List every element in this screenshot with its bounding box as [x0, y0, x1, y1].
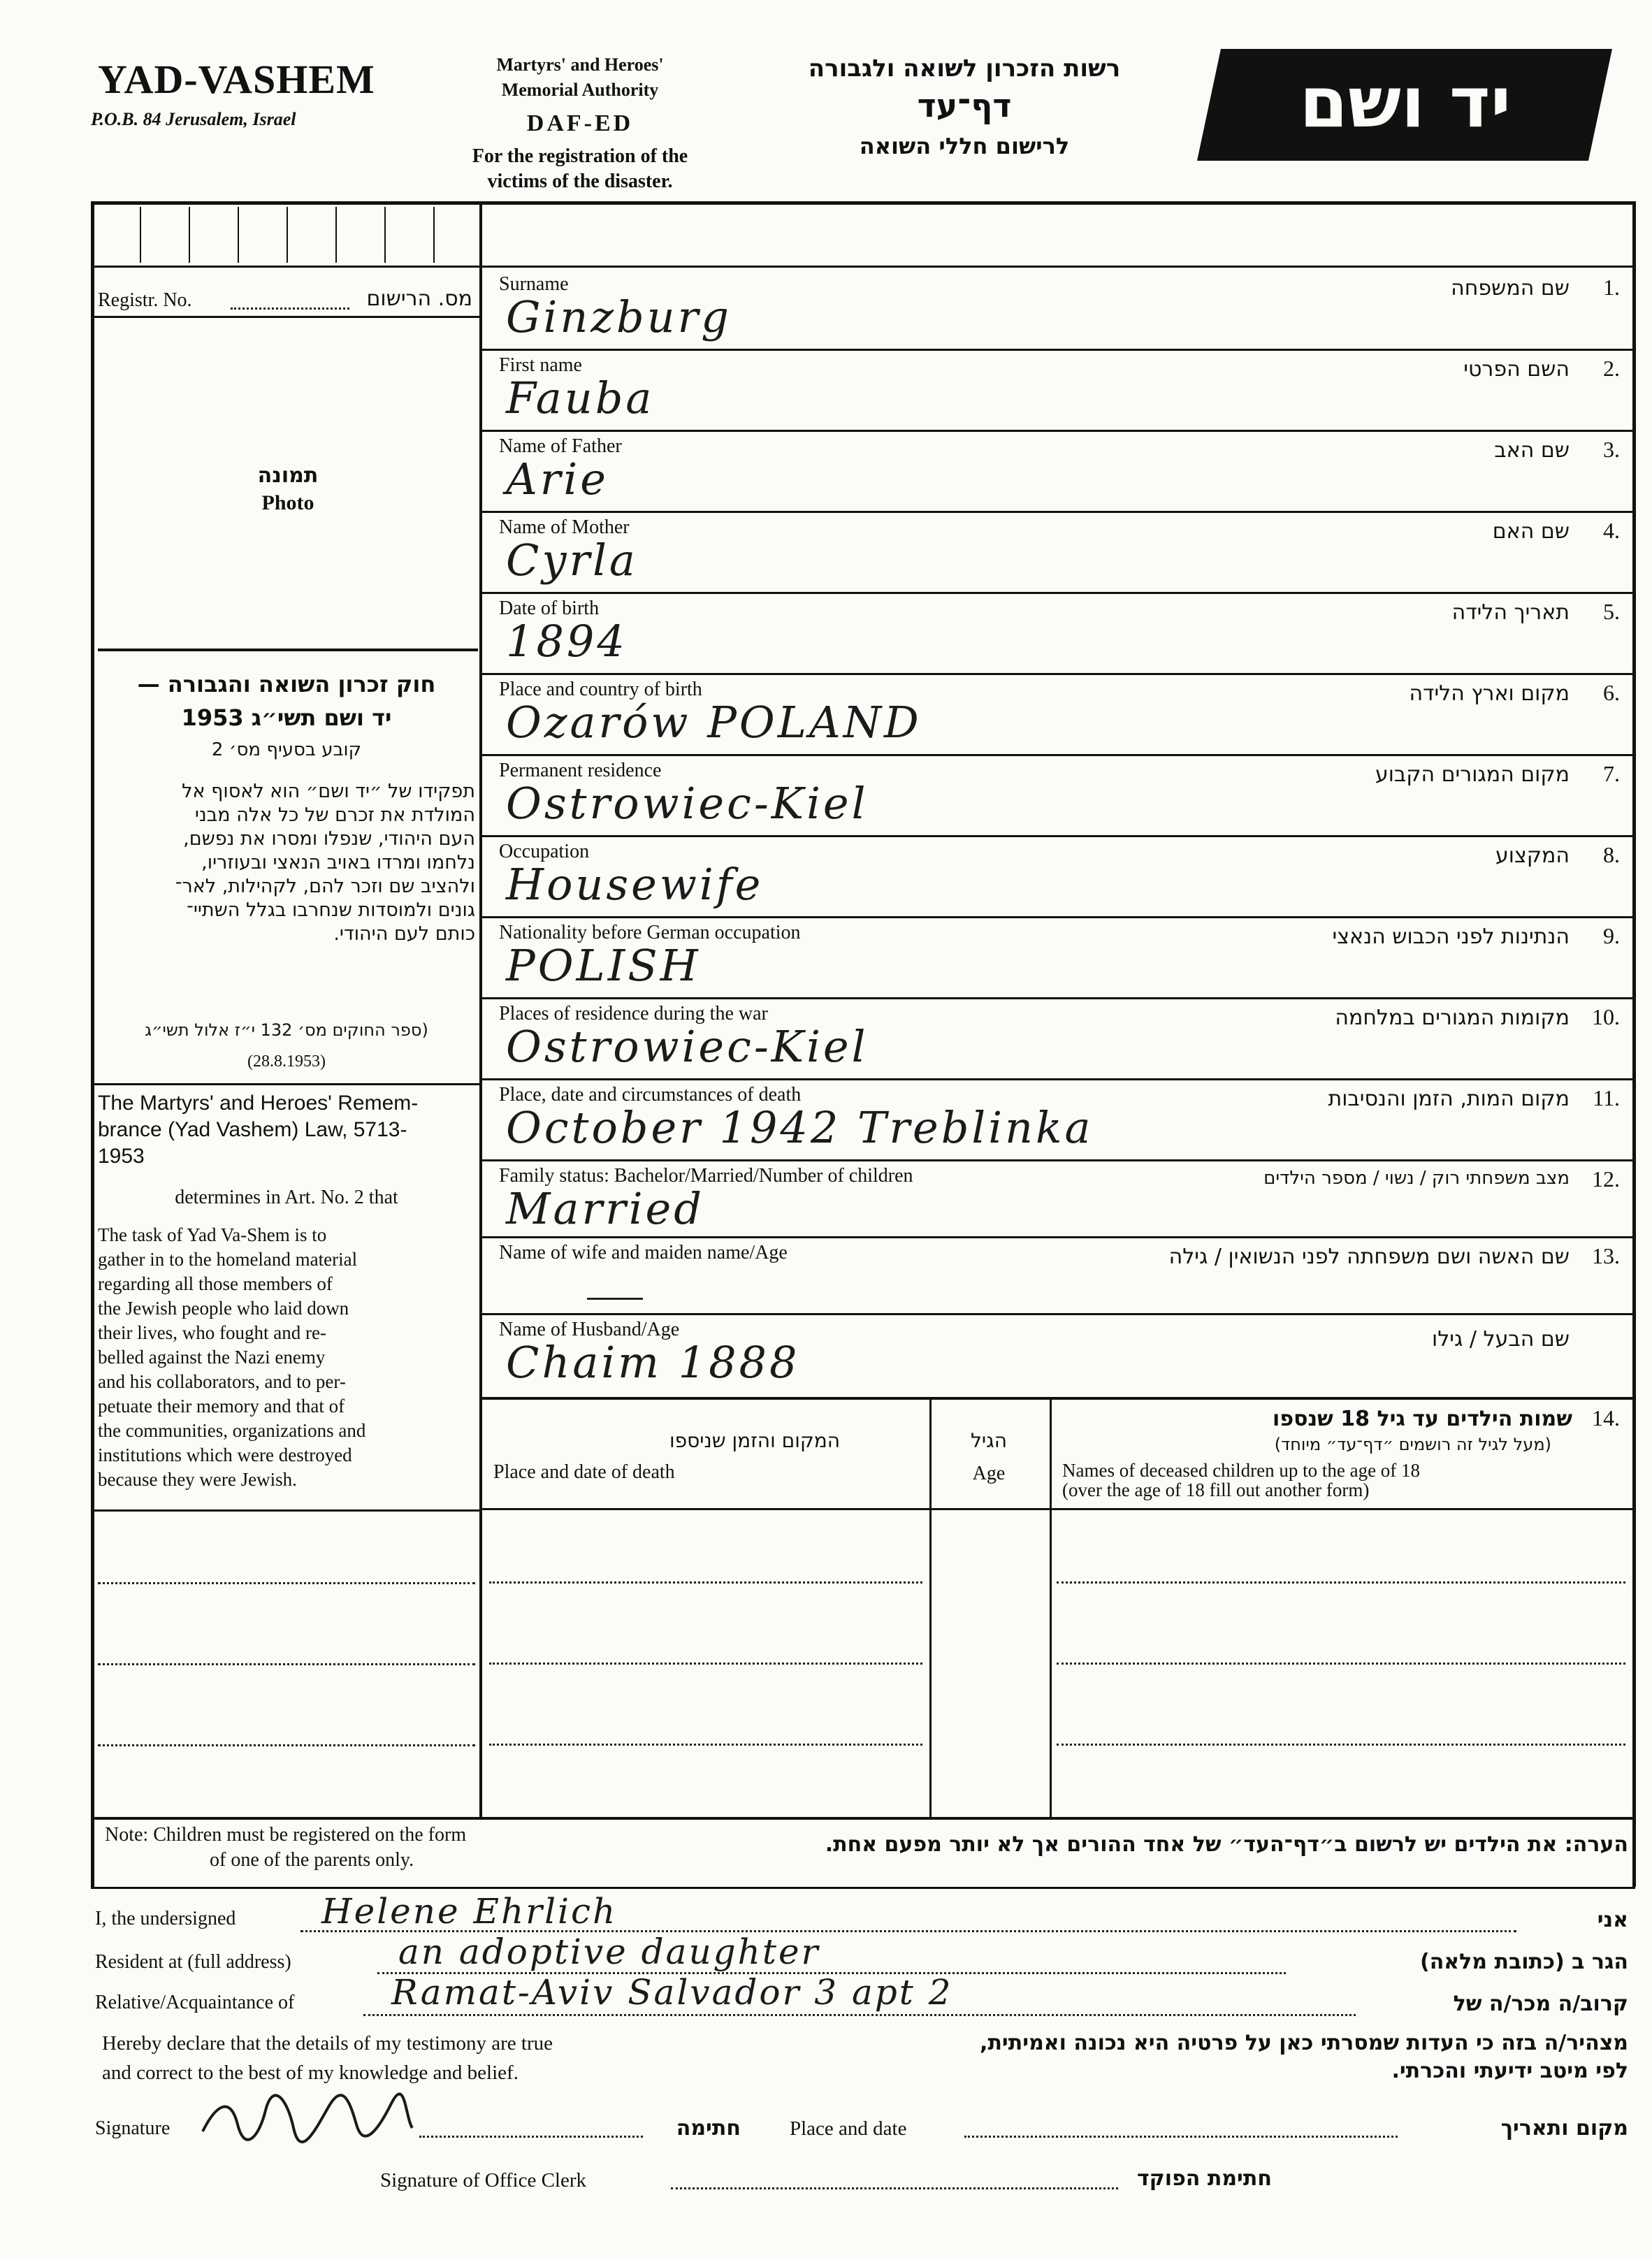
- field-label-en: Places of residence during the war: [499, 1003, 768, 1024]
- field-number: 11.: [1593, 1085, 1620, 1110]
- note-en-2: of one of the parents only.: [210, 1849, 414, 1871]
- law-he-3: קובע בסעיף מס׳ 2: [211, 739, 362, 760]
- children-age-en: Age: [972, 1463, 1006, 1484]
- registr-label-he: מס. הרישום: [366, 287, 472, 311]
- children-age-he: הגיל: [970, 1429, 1007, 1452]
- children-place-en: Place and date of death: [493, 1461, 675, 1483]
- field-label-he: מקום וארץ הלידה: [1409, 681, 1570, 706]
- place-date-label: Place and date: [790, 2117, 907, 2140]
- field-first-name[interactable]: [482, 349, 1632, 432]
- authority-en-1: Martyrs' and Heroes': [496, 55, 664, 75]
- hereby-en-2: and correct to the best of my knowledge and belief.: [102, 2062, 519, 2084]
- signature-label: Signature: [95, 2117, 171, 2139]
- field-number: 3.: [1603, 437, 1620, 462]
- field-value: Ostrowiec-Kiel: [506, 778, 869, 829]
- field-label-he: שם האם: [1492, 519, 1570, 544]
- field-label-en: Occupation: [499, 841, 590, 862]
- note-he: הערה: את הילדים יש לרשום ב״דף־העד״ של אחד ההורים אך לא יותר מפעם אחת.: [825, 1832, 1628, 1857]
- law-en-title-2: brance (Yad Vashem) Law, 5713-: [98, 1118, 407, 1141]
- field-nationality[interactable]: [482, 916, 1632, 999]
- law-he-line: העם היהודי, שנפלו ומסרו את נפשם,: [183, 828, 475, 850]
- field-label-he: שם האשה ושם משפחתה לפני הנשואין / גילה: [1168, 1245, 1570, 1269]
- field-label-he: מצב משפחתי רוק / נשוי / מספר הילדים: [1263, 1168, 1570, 1189]
- law-en-title: [98, 1090, 475, 1170]
- children-table: [482, 1400, 1632, 1817]
- empty-dash: [587, 1298, 643, 1300]
- field-label-en: Name of Husband/Age: [499, 1319, 680, 1340]
- field-number: 6.: [1603, 680, 1620, 705]
- law-en-line: because they were Jewish.: [98, 1469, 297, 1490]
- field-mother[interactable]: [482, 511, 1632, 594]
- field-label-he: מקום המות, הזמן והנסיבות: [1328, 1087, 1570, 1111]
- place-date-he: מקום ותאריך: [1500, 2116, 1628, 2141]
- relative-value[interactable]: Ramat-Aviv Salvador 3 apt 2: [391, 1972, 953, 2013]
- undersigned-he: אני: [1597, 1908, 1628, 1932]
- law-en-line: regarding all those members of: [98, 1273, 333, 1294]
- hereby-en-1: Hereby declare that the details of my testimony are true: [102, 2032, 553, 2055]
- field-value: Arie: [506, 454, 609, 505]
- field-number: 13.: [1592, 1243, 1620, 1268]
- children-sub-he: (מעל לגיל זה רושמים ״דף־עד״ מיוחד): [1274, 1435, 1551, 1454]
- field-label-he: שם המשפחה: [1451, 276, 1570, 300]
- children-title-en-2: (over the age of 18 fill out another form): [1062, 1479, 1370, 1500]
- clerk-label: Signature of Office Clerk: [380, 2169, 587, 2192]
- field-death-details[interactable]: [482, 1078, 1632, 1161]
- resident-label: Resident at (full address): [95, 1951, 291, 1973]
- field-label-en: Date of birth: [499, 597, 600, 619]
- field-label-he: השם הפרטי: [1463, 357, 1570, 382]
- children-place-he: המקום והזמן שניספו: [669, 1429, 841, 1452]
- law-en-line: the Jewish people who laid down: [98, 1298, 349, 1319]
- field-surname[interactable]: [482, 268, 1632, 351]
- field-label-en: Family status: Bachelor/Married/Number of children: [499, 1165, 913, 1187]
- registration-boxes: [98, 207, 475, 263]
- field-occupation[interactable]: [482, 835, 1632, 918]
- field-number: 9.: [1603, 923, 1620, 948]
- form-name-en: DAF-ED: [526, 110, 634, 136]
- signature-image[interactable]: [196, 2089, 419, 2145]
- field-label-he: מקומות המגורים במלחמה: [1335, 1006, 1570, 1030]
- purpose-en-2: victims of the disaster.: [487, 171, 673, 192]
- relative-he: קרוב/ה מכר/ה של: [1453, 1992, 1628, 2016]
- law-en-line: The task of Yad Va-Shem is to: [98, 1224, 327, 1245]
- law-he-line: כותם לעם היהודי.: [333, 923, 475, 945]
- signature-scribble: [196, 2089, 419, 2145]
- clerk-he: חתימת הפוקד: [1137, 2166, 1272, 2191]
- law-en-body: [98, 1223, 475, 1492]
- field-value: October 1942 Treblinka: [506, 1102, 1094, 1153]
- law-en-line: the communities, organizations and: [98, 1420, 366, 1441]
- hereby-he-2: לפי מיטב ידיעתי והכרתי.: [1391, 2059, 1628, 2083]
- field-family-status[interactable]: [482, 1159, 1632, 1238]
- field-husband[interactable]: [482, 1313, 1632, 1400]
- yad-vashem-logo: [1197, 49, 1612, 161]
- law-he-line: נלחמו ומרדו באויב הנאצי ובעוזריו,: [201, 852, 475, 874]
- law-en-line: gather in to the homeland material: [98, 1249, 358, 1270]
- field-date-of-birth[interactable]: [482, 592, 1632, 675]
- field-label-he: המקצוע: [1495, 843, 1570, 868]
- field-label-he: שם הבעל / גילו: [1432, 1327, 1570, 1352]
- field-label-en: Nationality before German occupation: [499, 922, 801, 943]
- field-label-en: Name of wife and maiden name/Age: [499, 1242, 788, 1263]
- law-en-art: determines in Art. No. 2 that: [175, 1187, 398, 1208]
- authority-he: רשות הזכרון לשואה ולגבורה: [808, 55, 1121, 82]
- field-label-en: Name of Mother: [499, 516, 630, 538]
- field-number: 8.: [1603, 842, 1620, 867]
- org-address: P.O.B. 84 Jerusalem, Israel: [91, 109, 296, 129]
- field-number: 4.: [1603, 518, 1620, 543]
- law-en-line: petuate their memory and that of: [98, 1396, 345, 1417]
- law-en-title-3: 1953: [98, 1145, 145, 1168]
- photo-label-en: Photo: [261, 491, 314, 514]
- field-value: Housewife: [506, 859, 764, 910]
- logo-text: יד ושם: [1299, 61, 1512, 143]
- law-he-line: המולדת את זכרם של כל אלה מבני: [194, 804, 475, 826]
- field-label-en: Permanent residence: [499, 760, 662, 781]
- field-label-en: Surname: [499, 273, 569, 295]
- authority-en-2: Memorial Authority: [501, 80, 659, 100]
- field-number: 1.: [1603, 275, 1620, 300]
- law-en-line: their lives, who fought and re-: [98, 1322, 326, 1343]
- note-en-1: Note: Children must be registered on the form: [105, 1824, 467, 1846]
- resident-he: הגר ב (כתובת מלאה): [1419, 1950, 1628, 1974]
- law-he-line: תפקידו של ״יד ושם״ הוא לאסוף אל: [182, 781, 475, 802]
- relative-label: Relative/Acquaintance of: [95, 1992, 295, 2013]
- undersigned-label: I, the undersigned: [95, 1908, 236, 1929]
- law-he-line: ולהציב שם וזכר להם, לקהילות, לאר־: [175, 876, 475, 897]
- children-title-en-1: Names of deceased children up to the age of 18: [1062, 1460, 1421, 1481]
- law-he-1: חוק זכרון השואה והגבורה —: [137, 671, 436, 697]
- children-title-he: שמות הילדים עד גיל 18 שנספו: [1273, 1407, 1572, 1431]
- purpose-he: לרישום חללי השואה: [859, 133, 1070, 159]
- field-label-en: Place, date and circumstances of death: [499, 1084, 802, 1106]
- law-he-date: (28.8.1953): [247, 1052, 326, 1071]
- field-value: Ginzburg: [506, 291, 732, 342]
- fields-area: [482, 268, 1632, 1407]
- law-he-line: גונים ולמוסדות שנחרבו בגלל השתיי־: [187, 899, 475, 921]
- field-value: 1894: [506, 616, 628, 667]
- law-en-title-1: The Martyrs' and Heroes' Remem-: [98, 1092, 419, 1115]
- law-he-ref: (ספר החוקים מס׳ 132 י״ז אלול תשי״ג: [145, 1020, 428, 1040]
- photo-box: [98, 320, 478, 651]
- org-name: YAD-VASHEM: [98, 57, 375, 102]
- undersigned-value[interactable]: Helene Ehrlich: [321, 1891, 618, 1932]
- field-wife[interactable]: [482, 1236, 1632, 1315]
- field-label-en: Name of Father: [499, 435, 622, 457]
- field-value: Chaim 1888: [506, 1337, 800, 1388]
- field-number: 5.: [1603, 599, 1620, 624]
- registr-label: Registr. No.: [98, 289, 192, 311]
- field-value: Ostrowiec-Kiel: [506, 1021, 869, 1072]
- field-label-he: מקום המגורים הקבוע: [1375, 762, 1570, 787]
- field-value: Cyrla: [506, 535, 638, 586]
- photo-label-he: תמונה: [257, 463, 319, 488]
- field-value: POLISH: [506, 940, 701, 991]
- signature-he: חתימה: [676, 2116, 741, 2141]
- children-number: 14.: [1592, 1405, 1620, 1430]
- hereby-he-1: מצהיר/ה בזה כי העדות שמסרתי כאן על פרטיה היא נכונה ואמיתית,: [980, 2031, 1628, 2055]
- law-en-line: and his collaborators, and to per-: [98, 1371, 346, 1392]
- field-place-of-birth[interactable]: [482, 673, 1632, 756]
- field-label-en: First name: [499, 354, 582, 376]
- law-he-body: [98, 780, 475, 946]
- purpose-en-1: For the registration of the: [472, 145, 688, 167]
- field-number: 12.: [1592, 1166, 1620, 1191]
- field-father[interactable]: [482, 430, 1632, 513]
- law-en-line: belled against the Nazi enemy: [98, 1347, 326, 1368]
- field-label-he: הנתינות לפני הכבוש הנאצי: [1332, 925, 1570, 949]
- field-value: Fauba: [506, 372, 655, 423]
- field-number: 2.: [1603, 356, 1620, 381]
- field-number: 10.: [1592, 1004, 1620, 1029]
- field-residence-during-war[interactable]: [482, 997, 1632, 1080]
- form-name-he: דף־עד: [917, 87, 1012, 124]
- law-he-2: יד ושם תשי״ג 1953: [181, 704, 392, 731]
- law-en-line: institutions which were destroyed: [98, 1444, 352, 1465]
- resident-value[interactable]: an adoptive daughter: [398, 1932, 820, 1972]
- field-number: 7.: [1603, 761, 1620, 786]
- field-label-he: שם האב: [1494, 438, 1570, 463]
- field-value: Married: [506, 1183, 704, 1234]
- field-label-he: תאריך הלידה: [1451, 600, 1570, 625]
- field-label-en: Place and country of birth: [499, 679, 702, 700]
- field-permanent-residence[interactable]: [482, 754, 1632, 837]
- field-value: Ozarów POLAND: [506, 697, 922, 748]
